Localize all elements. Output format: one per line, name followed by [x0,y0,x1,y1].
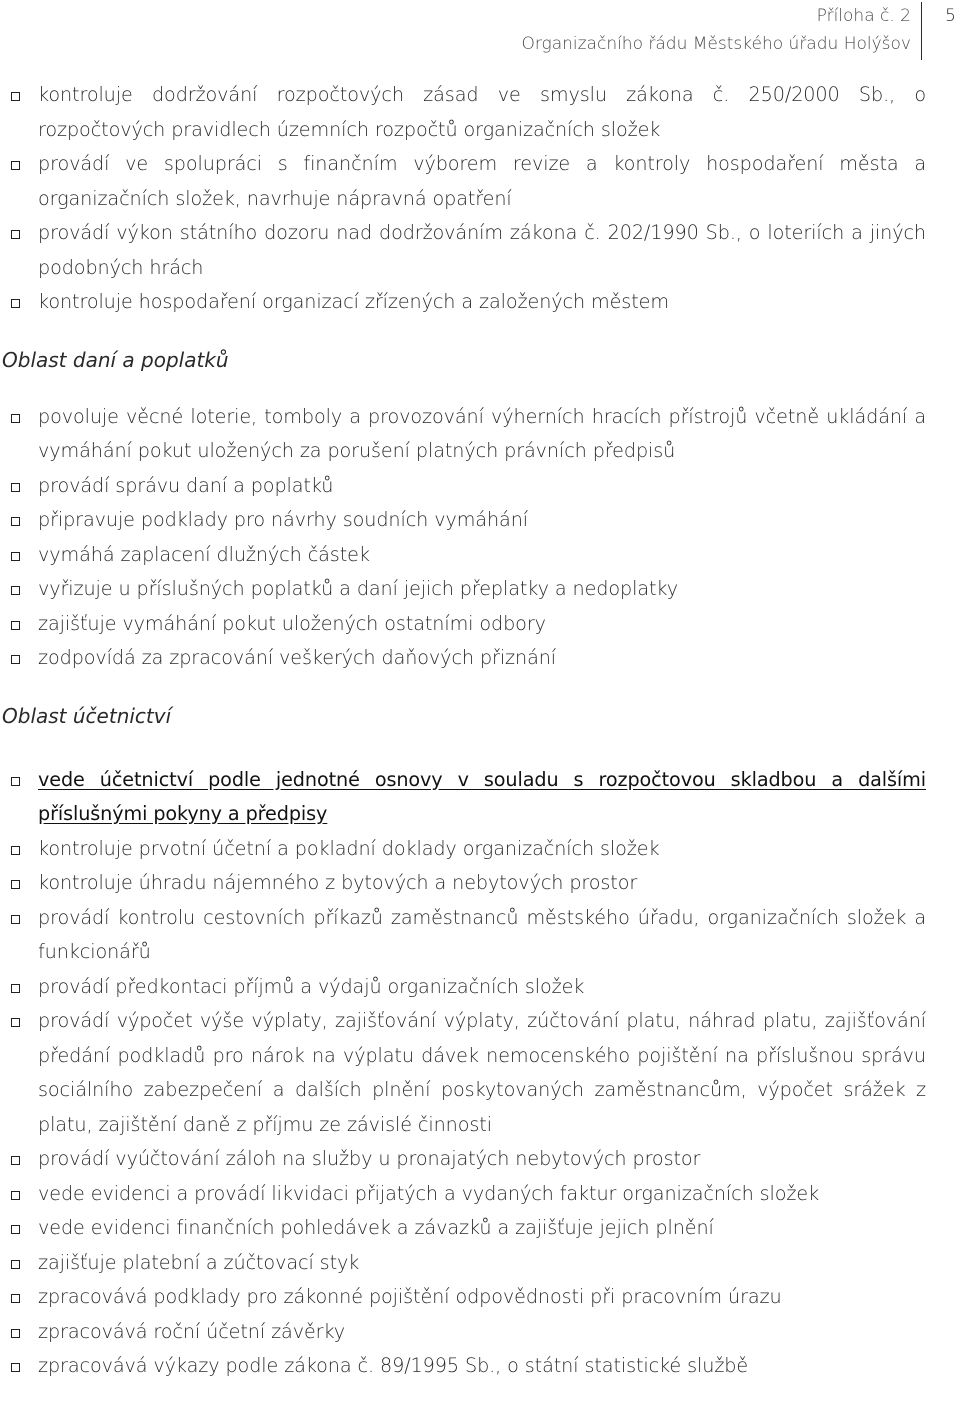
list-item: kontroluje hospodaření organizací zřízených a založených městem [38,285,926,320]
list-item: zajišťuje vymáhání pokut uložených ostatními odbory [38,607,926,642]
section-heading-taxes: Oblast daní a poplatků [2,347,229,372]
list-item: vyřizuje u příslušných poplatků a daní jejich přeplatky a nedoplatky [38,572,926,607]
list-item: zodpovídá za zpracování veškerých daňových přiznání [38,641,926,676]
list-item: provádí ve spolupráci s finančním výborem revize a kontroly hospodaření města a organizačních složek, navrhuje nápravná opatření [38,147,926,216]
list-item: vede evidenci a provádí likvidaci přijatých a vydaných faktur organizačních složek [38,1177,926,1212]
list-item: kontroluje prvotní účetní a pokladní doklady organizačních složek [38,832,926,867]
list-item: zpracovává roční účetní závěrky [38,1315,926,1350]
section-heading-accounting: Oblast účetnictví [2,703,172,728]
list-item: připravuje podklady pro návrhy soudních vymáhání [38,503,926,538]
list-item: zajišťuje platební a zúčtovací styk [38,1246,926,1281]
document-body [0,78,960,1384]
list-item: provádí kontrolu cestovních příkazů zaměstnanců městského úřadu, organizačních složek a funkcionářů [38,901,926,970]
list-item-emphasized: vede účetnictví podle jednotné osnovy v souladu s rozpočtovou skladbou a dalšími příslušnými pokyny a předpisy [38,763,926,832]
list-item: kontroluje dodržování rozpočtových zásad ve smyslu zákona č. 250/2000 Sb., o rozpočtových pravidlech územních rozpočtů organizačních složek [38,78,926,147]
list-item: provádí výpočet výše výplaty, zajišťování výplaty, zúčtování platu, náhrad platu, zajišťování předání podkladů pro nárok na výplatu dávek nemocenského pojištění na příslušnou správu sociálního zabezpečení a dalších plnění poskytovaných zaměstnancům, výpočet srážek z platu, zajištění daně z příjmu ze závislé činnosti [38,1004,926,1142]
list-item: provádí správu daní a poplatků [38,469,926,504]
page-header [521,2,922,60]
list-item: vede evidenci finančních pohledávek a závazků a zajišťuje jejich plnění [38,1211,926,1246]
list-item: provádí výkon státního dozoru nad dodržováním zákona č. 202/1990 Sb., o loteriích a jiných podobných hrách [38,216,926,285]
list-item: kontroluje úhradu nájemného z bytových a nebytových prostor [38,866,926,901]
header-attachment-label: Příloha č. 2 [816,6,911,26]
list-item: zpracovává výkazy podle zákona č. 89/1995 Sb., o státní statistické službě [38,1349,926,1384]
accounting-duties-list [0,763,960,1384]
control-duties-list [0,78,960,320]
list-item: provádí vyúčtování záloh na služby u pronajatých nebytových prostor [38,1142,926,1177]
header-document-title: Organizačního řádu Městského úřadu Holýšov [521,34,911,54]
list-item: povoluje věcné loterie, tomboly a provozování výherních hracích přístrojů včetně ukládání a vymáhání pokut uložených za porušení platných právních předpisů [38,400,926,469]
list-item: vymáhá zaplacení dlužných částek [38,538,926,573]
list-item: zpracovává podklady pro zákonné pojištění odpovědnosti při pracovním úrazu [38,1280,926,1315]
list-item: provádí předkontaci příjmů a výdajů organizačních složek [38,970,926,1005]
taxes-duties-list [0,400,960,676]
page-number: 5 [945,6,956,26]
